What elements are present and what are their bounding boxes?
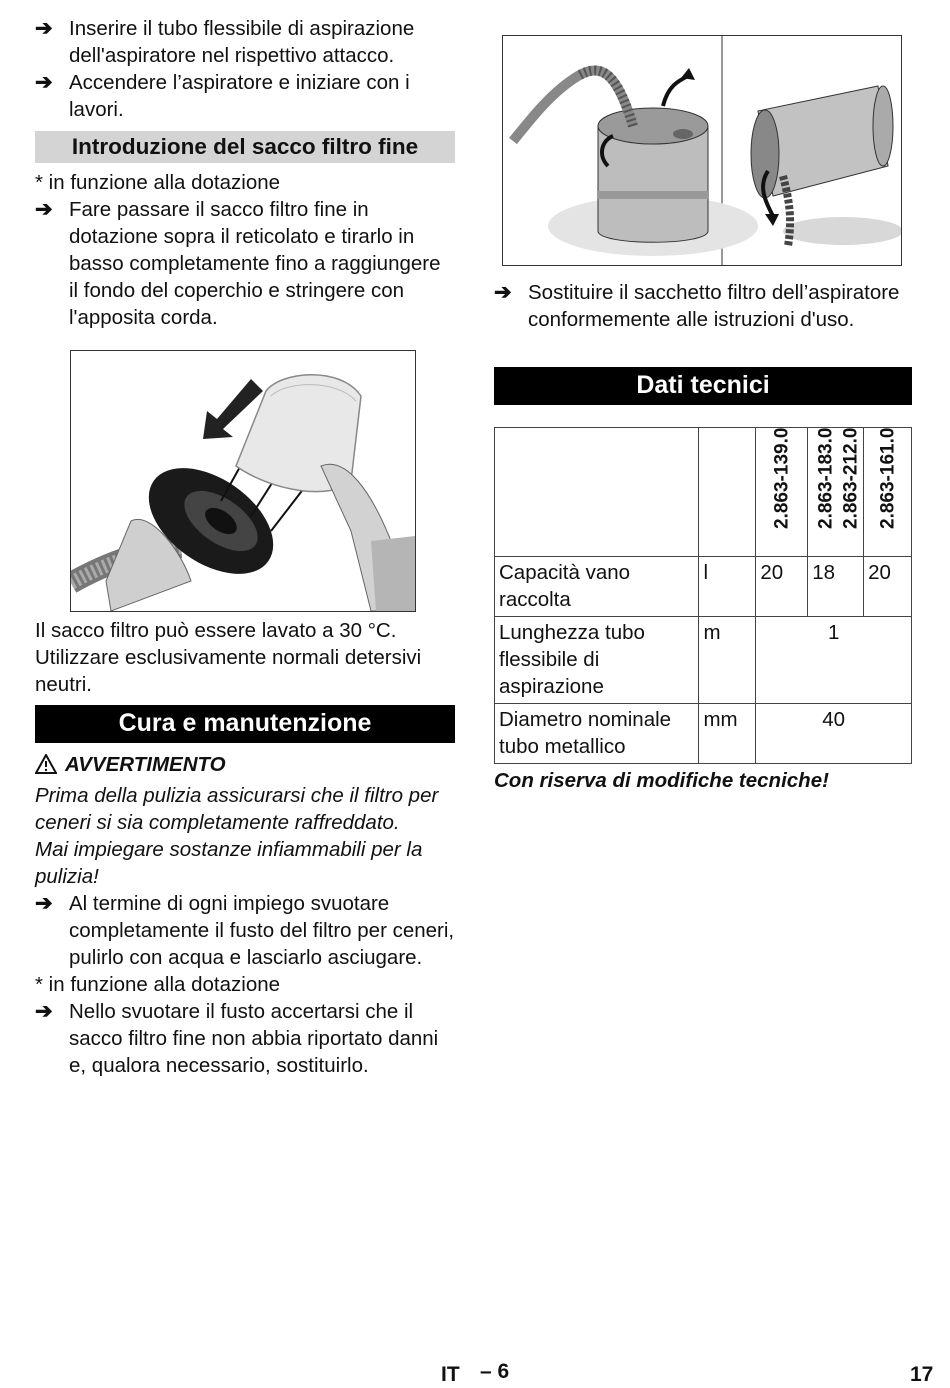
warning-text: Mai impiegare sostanze infiammabili per la pulizia! [35,838,423,888]
arrow-bullet-icon: ➔ [35,71,53,94]
technical-data-table [494,427,912,764]
right-column [494,279,912,794]
bullet-text: Nello svuotare il fusto accertarsi che il sacco filtro fine non abbia riportato danni e, qualora necessario, sostituirlo. [69,1000,439,1077]
arrow-bullet-icon: ➔ [494,281,512,304]
list-item [35,196,455,331]
row-value: 1 [756,617,912,704]
filter-bag-illustration [70,350,416,612]
section-heading-technical-data: Dati tecnici [494,367,912,405]
row-label: Capacità vano raccolta [495,557,699,617]
table-cell [699,428,756,557]
filter-bag-replacement-illustration [502,35,902,266]
row-value: 18 [808,557,864,617]
table-row [495,617,912,704]
disclaimer: Con riserva di modifiche tecniche! [494,769,829,792]
arrow-bullet-icon: ➔ [35,892,53,915]
list-item [35,15,455,69]
row-label: Diametro nominale tubo metallico [495,704,699,764]
section-heading-filter-bag: Introduzione del sacco filtro fine [35,131,455,163]
bullet-text: Inserire il tubo flessibile di aspirazione dell'aspiratore nel rispettivo attacco. [69,17,415,67]
bullet-text: Al termine di ogni impiego svuotare completamente il fusto del filtro per ceneri, pulirlo con acqua e lasciarlo asciugare. [69,892,455,969]
row-value: 20 [756,557,808,617]
warning-triangle-icon [35,754,57,774]
row-unit: l [699,557,756,617]
table-header-row [495,428,912,557]
bullet-text: Fare passare il sacco filtro fine in dotazione sopra il reticolato e tirarlo in basso completamente fino a raggiungere il fondo del coperchio e stringere con l'apposita corda. [69,198,441,329]
list-item [494,279,912,333]
row-label: Lunghezza tubo flessibile di aspirazione [495,617,699,704]
arrow-bullet-icon: ➔ [35,17,53,40]
row-value: 40 [756,704,912,764]
model-header: 2.863-139.0 [756,428,808,557]
left-column [35,15,455,331]
warning-header [35,751,455,778]
list-item [35,998,455,1079]
row-value: 20 [864,557,912,617]
table-row [495,557,912,617]
equipment-note: * in funzione alla dotazione [35,973,281,996]
arrow-bullet-icon: ➔ [35,198,53,221]
list-item [35,69,455,123]
table-cell [495,428,699,557]
warning-text: Prima della pulizia assicurarsi che il filtro per ceneri si sia completamente raffreddato. [35,784,439,834]
warning-label: AVVERTIMENTO [65,753,226,776]
section-heading-maintenance: Cura e manutenzione [35,705,455,743]
row-unit: mm [699,704,756,764]
equipment-note: * in funzione alla dotazione [35,171,281,194]
footer-local-page: – 6 [480,1360,510,1383]
left-column-lower [35,617,455,1079]
bullet-text: Sostituire il sacchetto filtro dell’aspiratore conformemente alle istruzioni d'uso. [528,281,900,331]
arrow-bullet-icon: ➔ [35,1000,53,1023]
footer-language: IT [441,1363,460,1386]
page-number: 17 [910,1363,934,1386]
row-unit: m [699,617,756,704]
table-row [495,704,912,764]
wash-instructions: Il sacco filtro può essere lavato a 30 °C. Utilizzare esclusivamente normali detersivi neutri. [35,619,422,696]
list-item [35,890,455,971]
model-header: 2.863-161.0 [864,428,912,557]
model-header: 2.863-183.0 2.863-212.0 [808,428,864,557]
bullet-text: Accendere l’aspiratore e iniziare con i lavori. [69,71,410,121]
